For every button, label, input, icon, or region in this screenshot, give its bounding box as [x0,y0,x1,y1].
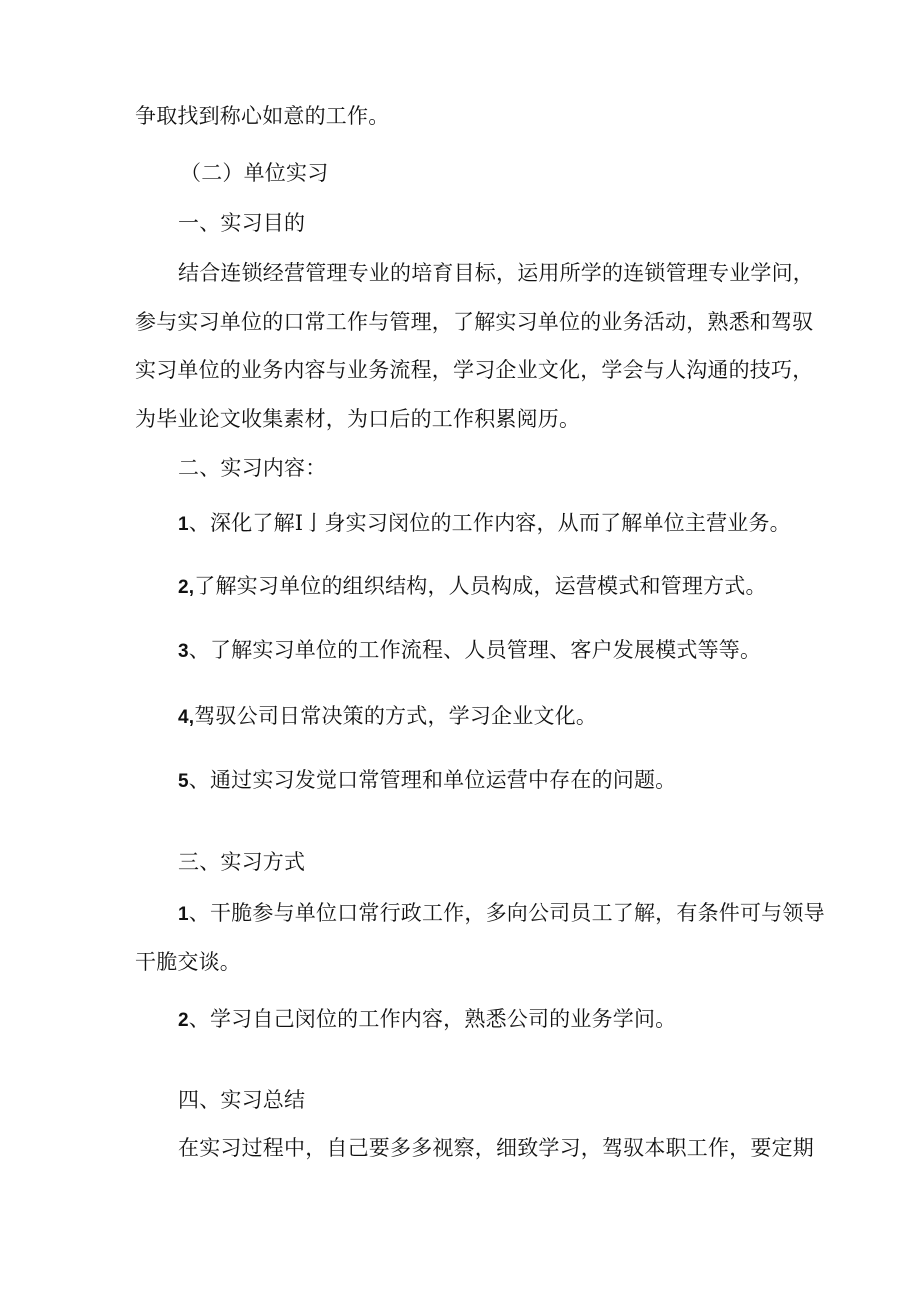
content-item-4 [178,701,597,733]
content-item-2-number: 2, [178,577,195,598]
content-item-4-text: 驾驭公司日常决策的方式，学习企业文化。 [194,704,598,728]
content-item-1 [178,508,791,540]
method-item-1-number: 1 [178,904,189,925]
content-item-3 [178,635,761,667]
content-item-5-text: 、通过实习发觉口常管理和单位运营中存在的问题。 [188,768,677,792]
method-item-2 [178,1004,676,1036]
content-item-2 [178,571,767,603]
heading-summary: 四、实习总结 [178,1088,306,1112]
heading-method: 三、实习方式 [178,850,306,874]
purpose-line-4: 为毕业论文收集素材，为口后的工作积累阅历。 [135,407,581,431]
method-item-1-continuation: 干脆交谈。 [135,950,241,974]
content-item-1-number: 1 [178,514,189,535]
method-item-1-text: 、干脆参与单位口常行政工作，多向公司员工了解，有条件可与领导 [188,901,825,925]
purpose-line-1: 结合连锁经营管理专业的培育目标，运用所学的连锁管理专业学问， [178,261,814,285]
heading-content: 二、实习内容： [178,456,327,480]
content-item-3-text: 、了解实习单位的工作流程、人员管理、客户发展模式等等。 [188,638,762,662]
method-item-2-number: 2 [178,1010,189,1031]
purpose-line-2: 参与实习单位的口常工作与管理，了解实习单位的业务活动，熟悉和驾驭 [135,310,814,334]
content-item-2-text: 了解实习单位的组织结构，人员构成，运营模式和管理方式。 [194,574,767,598]
content-item-4-number: 4, [178,707,195,728]
heading-purpose: 一、实习目的 [178,211,306,235]
paragraph-intro-end: 争取找到称心如意的工作。 [135,104,390,128]
content-item-5 [178,765,676,797]
purpose-line-3: 实习单位的业务内容与业务流程，学习企业文化，学会与人沟通的技巧， [135,358,814,382]
method-item-2-text: 、学习自己闵位的工作内容，熟悉公司的业务学问。 [188,1007,677,1031]
section-title: （二）单位实习 [180,161,329,185]
content-item-1-text: 、深化了解I亅身实习闵位的工作内容，从而了解单位主营业务。 [188,511,791,535]
method-item-1 [178,898,825,930]
content-item-3-number: 3 [178,641,189,662]
summary-line-1: 在实习过程中，自己要多多视察，细致学习，驾驭本职工作，要定期 [178,1136,814,1160]
content-item-5-number: 5 [178,771,189,792]
